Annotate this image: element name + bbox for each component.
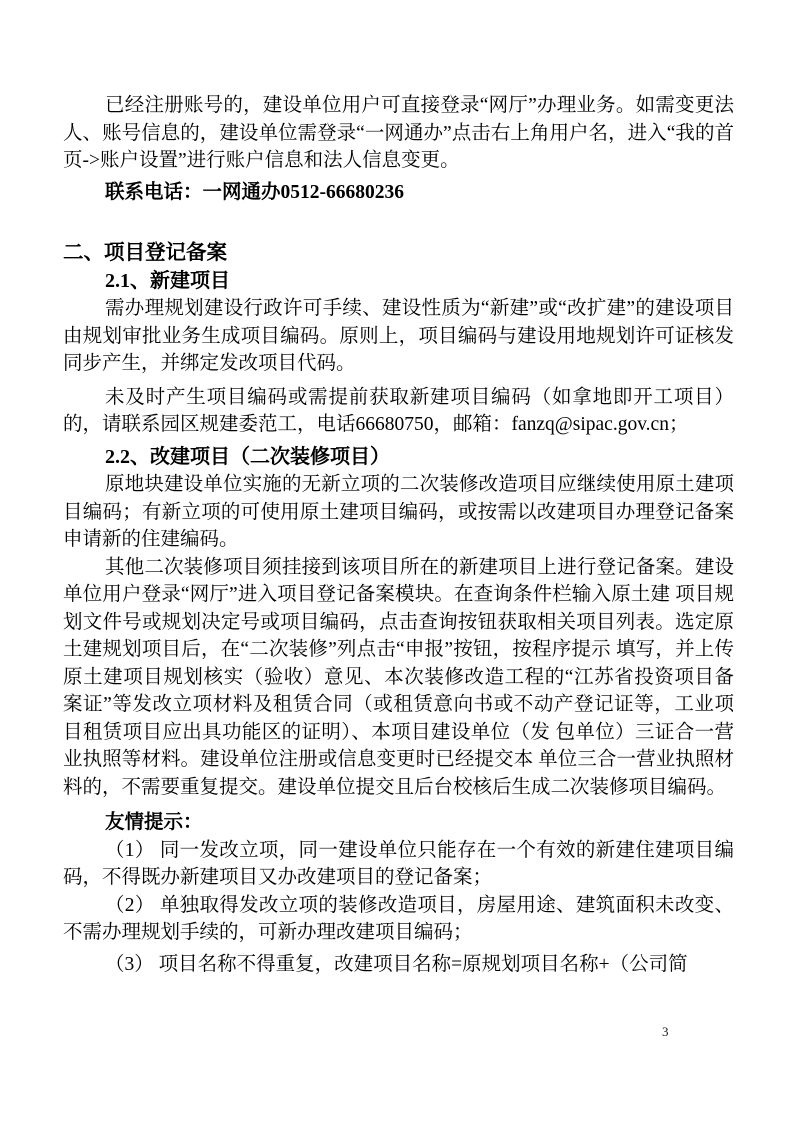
paragraph-renovation-code-rule: 原地块建设单位实施的无新立项的二次装修改造项目应继续使用原土建项目编码；有新立项的可使用原土建项目编码，或按需以改建项目办理登记备案申请新的住建编码。	[63, 474, 734, 550]
document-content	[63, 92, 734, 978]
paragraph-new-project-rule: 需办理规划建设行政许可手续、建设性质为“新建”或“改扩建”的建设项目由规划审批业务生成项目编码。原则上，项目编码与建设用地规划许可证核发同步产生，并绑定发改项目代码。	[63, 298, 734, 374]
paragraph-renovation-procedure: 其他二次装修项目须挂接到该项目所在的新建项目上进行登记备案。建设单位用户登录“网厅”进入项目登记备案模块。在查询条件栏输入原土建 项目规划文件号或规划决定号或项目编码，点击查询按钮获取相关项目列表。选定原土建规划项目后，在“二次装修”列点击“申报”按钮，按程序提示 填写，并上传原土建项目规划核实（验收）意见、本次装修改造工程的“江苏省投资项目备案证”等发改立项材料及租赁合同（或租赁意向书或不动产登记证等，工业项目租赁项目应出具功能区的证明）、本项目建设单位（发 包单位）三证合一营业执照等材料。建设单位注册或信息变更时已经提交本 单位三合一营业执照材料的，不需要重复提交。建设单位提交且后台校核后生成二次装修项目编码。	[63, 556, 734, 798]
paragraph-contact-fallback: 未及时产生项目编码或需提前获取新建项目编码（如拿地即开工项目）的，请联系园区规建委范工，电话66680750，邮箱：fanzq@sipac.gov.cn；	[63, 386, 734, 435]
subsection-heading-renovation-project: 2.2、改建项目（二次装修项目）	[105, 445, 390, 468]
section-heading-project-registration: 二、项目登记备案	[63, 242, 227, 264]
tip-item-3: （3） 项目名称不得重复，改建项目名称=原规划项目名称+（公司简	[105, 953, 688, 975]
page-number: 3	[662, 1024, 669, 1039]
tip-item-1: （1） 同一发改立项，同一建设单位只能存在一个有效的新建住建项目编码，不得既办新建项目又办改建项目的登记备案；	[63, 839, 734, 888]
paragraph-account-intro: 已经注册账号的，建设单位用户可直接登录“网厅”办理业务。如需变更法人、账号信息的，建设单位需登录“一网通办”点击右上角用户名，进入“我的首页->账户设置”进行账户信息和法人信息变更。	[63, 95, 734, 171]
tips-heading: 友情提示：	[105, 812, 203, 833]
subsection-heading-new-project: 2.1、新建项目	[105, 269, 230, 292]
tip-item-2: （2） 单独取得发改立项的装修改造项目，房屋用途、建筑面积未改变、不需办理规划手续的，可新办理改建项目编码；	[63, 894, 734, 943]
contact-phone-line: 联系电话：一网通办0512-66680236	[105, 181, 404, 203]
